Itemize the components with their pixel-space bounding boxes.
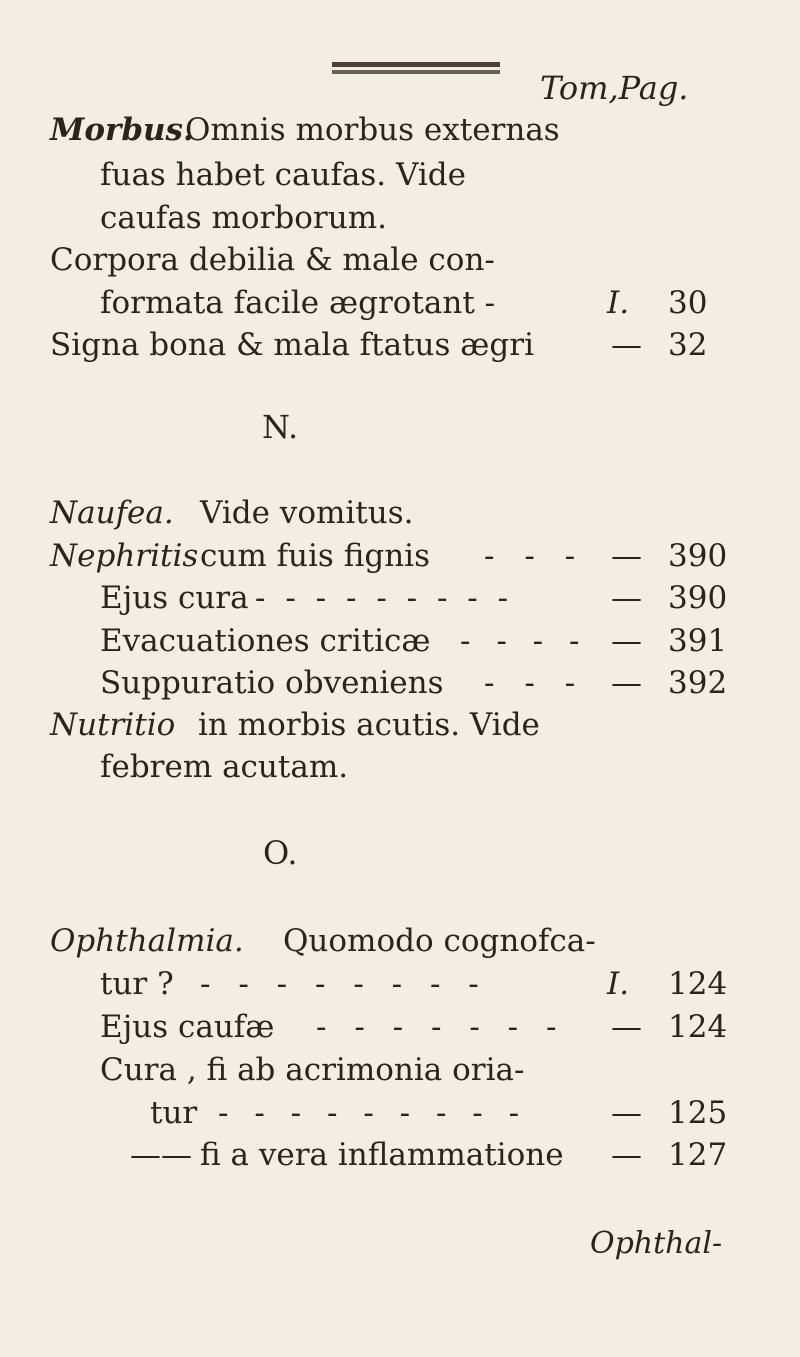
- entry-term-nutritio: Nutritio: [50, 707, 176, 743]
- sub-entry-ejus-cura: Ejus cura: [100, 580, 249, 616]
- dash: —: [611, 538, 642, 574]
- sub-entry-corpora-2: formata facile ægrotant -: [100, 285, 496, 321]
- sub-entry-corpora-1: Corpora debilia & male con-: [50, 242, 495, 278]
- page-number: 124: [668, 1009, 728, 1045]
- leader-dots: - - - - - - - - -: [255, 580, 514, 616]
- page-number: 392: [668, 665, 728, 701]
- volume-ref: I.: [607, 285, 630, 321]
- leader-dots: - - -: [484, 538, 586, 574]
- page-number: 30: [668, 285, 708, 321]
- entry-text-nutritio-2: febrem acutam.: [100, 749, 349, 785]
- dash: —: [611, 580, 642, 616]
- entry-term-ophthalmia: Ophthalmia.: [50, 923, 244, 959]
- top-rule: [332, 62, 500, 76]
- entry-text-morbus-3: caufas morborum.: [100, 200, 387, 236]
- leader-dots: - - - - - - - -: [200, 966, 488, 1002]
- entry-term-nausea: Naufea.: [50, 495, 174, 531]
- entry-term-morbus: Morbus.: [50, 112, 194, 148]
- page-number: 390: [668, 538, 728, 574]
- entry-text-morbus-1: Omnis morbus externas: [185, 112, 560, 148]
- entry-text-nutritio-1: in morbis acutis. Vide: [198, 707, 540, 743]
- dash: —: [611, 1137, 642, 1173]
- sub-entry-ejus-caufae: Ejus caufæ: [100, 1009, 275, 1045]
- entry-text-nausea: Vide vomitus.: [200, 495, 414, 531]
- leader-dots: - - - -: [460, 623, 588, 659]
- sub-entry-evacuationes: Evacuationes criticæ: [100, 623, 431, 659]
- sub-entry-cura-1: Cura , fi ab acrimonia oria-: [100, 1052, 525, 1088]
- entry-text-morbus-2: fuas habet caufas. Vide: [100, 157, 466, 193]
- dash: —: [611, 1009, 642, 1045]
- entry-text-ophthalmia-2: tur ?: [100, 966, 174, 1002]
- page-number: 125: [668, 1095, 728, 1131]
- entry-text-nephritis: cum fuis fignis: [200, 538, 431, 574]
- lead-dash: ——: [130, 1137, 192, 1173]
- catchword: Ophthal-: [590, 1226, 723, 1261]
- sub-entry-signa: Signa bona & mala ftatus ægri: [50, 327, 534, 363]
- sub-entry-suppuratio: Suppuratio obveniens: [100, 665, 444, 701]
- running-head: Tom,Pag.: [540, 69, 689, 107]
- leader-dots: - - - - - - -: [316, 1009, 566, 1045]
- sub-entry-cura-2: tur: [150, 1095, 198, 1131]
- leader-dots: - - -: [484, 665, 586, 701]
- section-letter-o: O.: [263, 834, 298, 872]
- section-letter-n: N.: [262, 408, 299, 446]
- entry-term-nephritis: Nephritis: [50, 538, 199, 574]
- page-number: 391: [668, 623, 728, 659]
- dash: —: [611, 327, 642, 363]
- page-number: 127: [668, 1137, 728, 1173]
- page-number: 390: [668, 580, 728, 616]
- entry-text-ophthalmia-1: Quomodo cognofca-: [283, 923, 596, 959]
- volume-ref: I.: [607, 966, 630, 1002]
- dash: —: [611, 623, 642, 659]
- dash: —: [611, 1095, 642, 1131]
- page-number: 124: [668, 966, 728, 1002]
- page-number: 32: [668, 327, 708, 363]
- leader-dots: - - - - - - - - -: [218, 1095, 528, 1131]
- dash: —: [611, 665, 642, 701]
- sub-entry-vera: fi a vera inflammatione: [200, 1137, 564, 1173]
